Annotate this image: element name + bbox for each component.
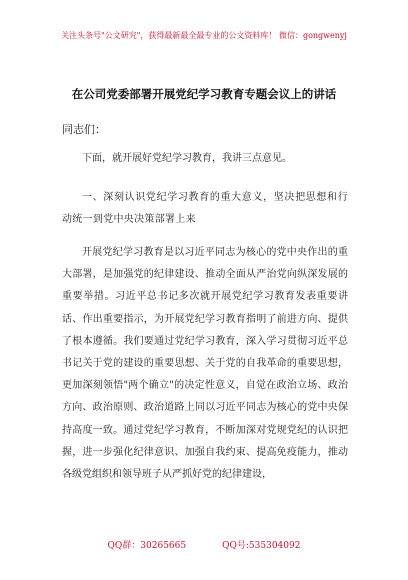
- body-paragraph: 下面，就开展好党纪学习教育，我讲三点意见。: [82, 153, 292, 164]
- footer-qq-number: QQ号:535304092: [222, 541, 301, 551]
- footer-qq-group: QQ群：30265665: [107, 541, 187, 551]
- header-banner: 关注头条号"公文研究"，获得最新最全最专业的公文资料库！ 微信：gongwenyj: [61, 31, 347, 40]
- salutation: 同志们：: [62, 123, 106, 136]
- section-heading: 一、深刻认识党纪学习教育的重大意义，坚决把思想和行动统一到党中央决策部署上来: [62, 192, 348, 226]
- body-paragraph: 开展党纪学习教育是以习近平同志为核心的党中央作出的重大部署，是加强党的纪律建设、推动全面从严治党向纵深发展的重要举措。习近平总书记多次就开展党纪学习教育发表重要讲话、作出重要指示，为开展党纪学习教育指明了前进方向、提供了根本遵循。我们要通过党纪学习教育，深入学习贯彻习近平总书记关于党的建设的重要思想、关于党的自我革命的重要思想，更加深刻领悟"两个确立"的决定性意义，自觉在政治立场、政治方向、政治原则、政治道路上同以习近平同志为核心的党中央保持高度一致。通过党纪学习教育，不断加深对党规党纪的认识把握，进一步强化纪律意识、加强自我约束、提高免疫能力，推动各级党组织和领导班子从严抓好党的纪律建设，: [62, 247, 348, 481]
- footer-contact: [0, 540, 408, 552]
- document-title: 在公司党委部署开展党纪学习教育专题会议上的讲话: [71, 87, 337, 101]
